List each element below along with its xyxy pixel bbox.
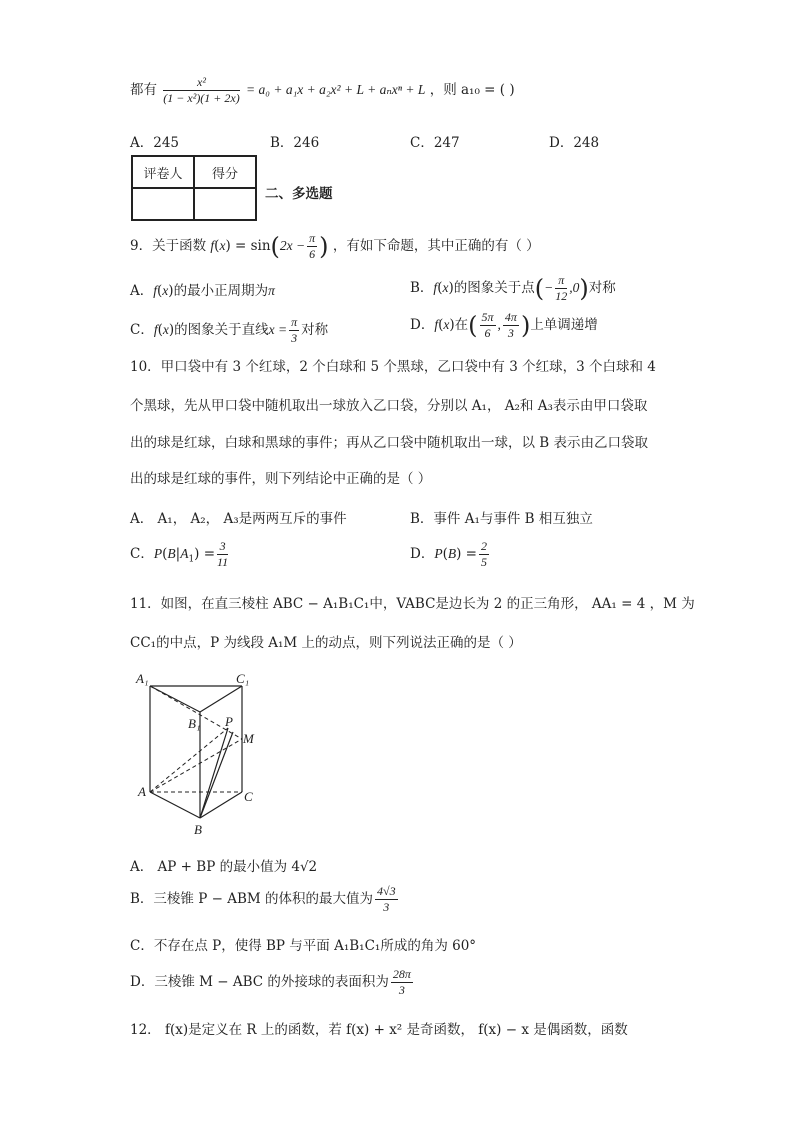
score-table [131, 155, 257, 221]
q8-continuation: 都有 $\frac{\text{x²}}{\text{(1 − x²)(1 + 2x)}}$ = a₀ + a₁x + a₂x² + L + aₙxⁿ + L ，则 a₁₀ = ( ) [130, 75, 515, 105]
q12-line-1: 12． f(x)是定义在 R 上的函数，若 f(x) + x² 是奇函数， f(x) − x 是偶函数，函数 [130, 1022, 628, 1038]
label-c: C [244, 789, 253, 804]
score-table-header-grader: 评卷人 [132, 156, 194, 188]
label-a: A [138, 784, 146, 799]
score-table-header-score: 得分 [194, 156, 256, 188]
edge-ab [150, 792, 200, 818]
q10-line-3: 出的球是红球，白球和黑球的事件；再从乙口袋中随机取出一球，以 B 表示由乙口袋取 [130, 435, 649, 451]
q9-stem: 9．关于函数 f(x) = sin(2x − $\frac{\pi}{6}$ ) ，有如下命题，其中正确的有（ ） [130, 231, 540, 261]
section-title: 二、多选题 [265, 186, 333, 202]
label-m: M [243, 731, 254, 746]
q11-option-a: A． AP + BP 的最小值为 4√2 [130, 859, 318, 875]
q10-line-4: 出的球是红球的事件，则下列结论中正确的是（ ） [130, 471, 432, 487]
q11-option-b: B．三棱锥 P − ABM 的体积的最大值为 $\frac{4√3}{3}$ [130, 884, 396, 914]
score-table-cell-grader [132, 188, 194, 220]
edge-bp [200, 728, 228, 818]
q9-option-a: A．f(x)的最小正周期为π [130, 283, 275, 299]
q11-line-1: 11．如图，在直三棱柱 ABC − A₁B₁C₁中，VABC是边长为 2 的正三角形， AA₁ = 4 ，M 为 [130, 596, 695, 612]
prism-diagram [130, 670, 270, 840]
label-a1: A₁ [136, 671, 149, 686]
edge-bm [200, 732, 233, 818]
q9-option-b: B．f(x)的图象关于点(− $\frac{\pi}{12}$ ,0)对称 [410, 273, 616, 303]
edge-am-hidden [150, 739, 242, 792]
q8-option-b: B．246 [270, 135, 320, 151]
score-table-cell-score [194, 188, 256, 220]
edge-ap-hidden [150, 728, 228, 792]
edge-b1c1 [200, 686, 242, 712]
q11-option-c: C．不存在点 P，使得 BP 与平面 A₁B₁C₁所成的角为 60° [130, 938, 477, 954]
q10-line-2: 个黑球，先从甲口袋中随机取出一球放入乙口袋，分别以 A₁， A₂和 A₃表示由甲口袋取 [130, 398, 648, 414]
label-b1: B₁ [188, 716, 201, 731]
label-p: P [225, 714, 233, 729]
q11-option-d: D．三棱锥 M − ABC 的外接球的表面积为 $\frac{28\pi}{3}$ [130, 967, 411, 997]
q10-option-c: C．$P(B|A_1)$ = $\frac{3}{11}$ [130, 539, 229, 569]
q10-option-d: D．P(B) = $\frac{2}{5}$ [410, 539, 487, 569]
q8-option-d: D．248 [549, 135, 600, 151]
q10-line-1: 10．甲口袋中有 3 个红球，2 个白球和 5 个黑球，乙口袋中有 3 个红球，3 个白球和 4 [130, 359, 656, 375]
q10-option-b: B．事件 A₁与事件 B 相互独立 [410, 511, 593, 527]
q8-fraction: $\frac{\text{x²}}{\text{(1 − x²)(1 + 2x)}}$ [163, 75, 240, 105]
q10-option-a: A． A₁， A₂， A₃是两两互斥的事件 [130, 511, 347, 527]
q8-option-a: A．245 [130, 135, 180, 151]
q9-option-c: C．f(x)的图象关于直线x = $\frac{\pi}{3}$ 对称 [130, 315, 329, 345]
q11-line-2: CC₁的中点，P 为线段 A₁M 上的动点，则下列说法正确的是（ ） [130, 635, 522, 651]
label-b: B [194, 822, 202, 837]
q9-option-d: D．f(x)在( $\frac{5\pi}{6}$ , $\frac{4\pi}{3}$ )上单调递增 [410, 310, 598, 340]
label-c1: C₁ [236, 671, 250, 686]
q8-option-c: C．247 [410, 135, 460, 151]
prism-figure [130, 670, 270, 844]
